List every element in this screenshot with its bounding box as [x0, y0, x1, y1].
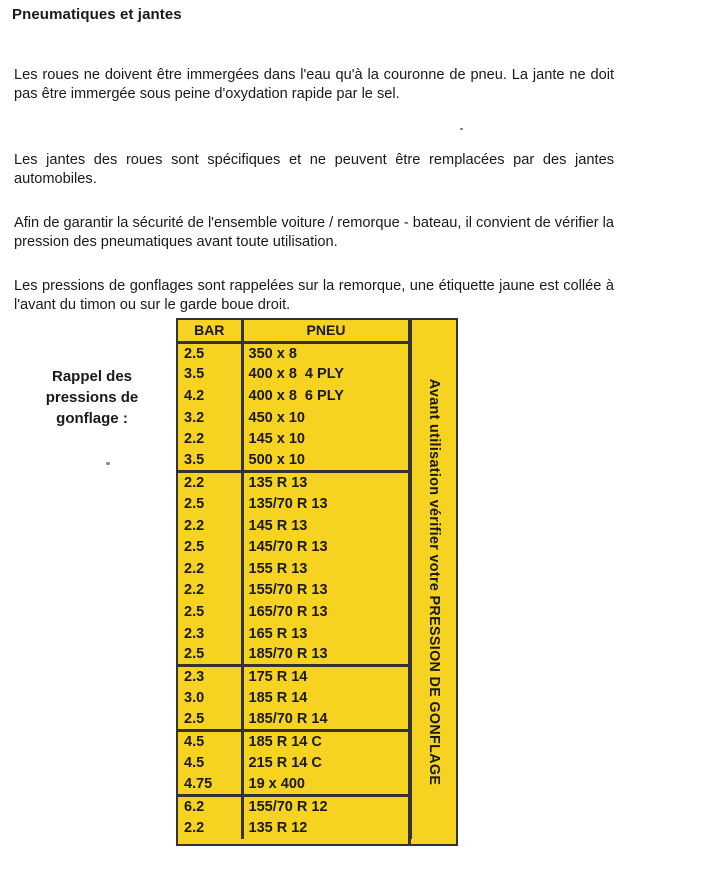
pneu-cell: 145 x 10 [242, 428, 410, 450]
pneu-cell: 215 R 14 C [242, 752, 410, 774]
bar-cell: 2.5 [178, 601, 242, 623]
pneu-cell: 175 R 14 [242, 666, 410, 688]
bar-cell: 4.2 [178, 385, 242, 407]
table-row [178, 731, 410, 753]
bar-cell: 2.5 [178, 644, 242, 666]
table-row [178, 342, 410, 364]
pneu-cell: 135 R 13 [242, 472, 410, 494]
bar-cell: 4.5 [178, 731, 242, 753]
bar-cell: 2.2 [178, 580, 242, 602]
page-title: Pneumatiques et jantes [12, 6, 182, 23]
bar-cell: 3.2 [178, 407, 242, 429]
pneu-cell: 155/70 R 12 [242, 795, 410, 817]
paragraph-label-location: Les pressions de gonflages sont rappelées sur la remorque, une étiquette jaune est collée à l'avant du timon ou sur le garde boue droit. [14, 277, 614, 313]
bar-cell: 2.5 [178, 493, 242, 515]
side-note-column [408, 320, 456, 844]
table-row [178, 450, 410, 472]
pneu-cell: 19 x 400 [242, 774, 410, 796]
table-row [178, 644, 410, 666]
table-row [178, 558, 410, 580]
bar-cell: 2.2 [178, 428, 242, 450]
pneu-cell: 450 x 10 [242, 407, 410, 429]
pneu-cell: 400 x 8 4 PLY [242, 364, 410, 386]
pneu-cell: 350 x 8 [242, 342, 410, 364]
table-row [178, 385, 410, 407]
pneu-cell: 155 R 13 [242, 558, 410, 580]
column-header-pneu: PNEU [242, 320, 410, 342]
pressure-reminder-line: Rappel des [51, 368, 133, 385]
table-row [178, 666, 410, 688]
bar-cell: 2.2 [178, 817, 242, 839]
pneu-cell: 185/70 R 13 [242, 644, 410, 666]
table-header-row [178, 320, 410, 342]
bar-cell: 4.75 [178, 774, 242, 796]
bar-cell: 3.0 [178, 688, 242, 710]
pneu-cell: 135 R 12 [242, 817, 410, 839]
bar-cell: 2.5 [178, 536, 242, 558]
table-row [178, 774, 410, 796]
pneu-cell: 145 R 13 [242, 515, 410, 537]
pneu-cell: 185 R 14 [242, 688, 410, 710]
pneu-cell: 145/70 R 13 [242, 536, 410, 558]
check-pressure-note: Avant utilisation vérifier votre PRESSION DE GONFLAGE [425, 378, 442, 786]
pneu-cell: 165/70 R 13 [242, 601, 410, 623]
table-row [178, 623, 410, 645]
pneu-cell: 135/70 R 13 [242, 493, 410, 515]
table-row [178, 472, 410, 494]
table-row [178, 601, 410, 623]
table-row [178, 493, 410, 515]
bar-cell: 6.2 [178, 795, 242, 817]
pneu-cell: 155/70 R 13 [242, 580, 410, 602]
bar-cell: 2.3 [178, 623, 242, 645]
bar-cell: 2.2 [178, 558, 242, 580]
table-row [178, 795, 410, 817]
scan-speck [460, 128, 463, 130]
table-row [178, 428, 410, 450]
pressure-reminder-line: pressions de [45, 389, 139, 406]
table-row [178, 709, 410, 731]
bar-cell: 2.2 [178, 515, 242, 537]
table-row [178, 515, 410, 537]
table-row [178, 580, 410, 602]
paragraph-safety: Afin de garantir la sécurité de l'ensemble voiture / remorque - bateau, il convient de vérifier la pression des pneumatiques avant toute utilisation. [14, 214, 614, 250]
bar-cell: 2.3 [178, 666, 242, 688]
bar-cell: 2.5 [178, 342, 242, 364]
pressure-reminder-label [28, 366, 156, 429]
pneu-cell: 185 R 14 C [242, 731, 410, 753]
tire-pressure-grid [178, 320, 412, 839]
table-body [178, 342, 410, 839]
column-header-bar: BAR [178, 320, 242, 342]
scan-speck [106, 462, 110, 465]
pneu-cell: 500 x 10 [242, 450, 410, 472]
table-row [178, 364, 410, 386]
pneu-cell: 165 R 13 [242, 623, 410, 645]
table-row [178, 752, 410, 774]
bar-cell: 3.5 [178, 450, 242, 472]
bar-cell: 3.5 [178, 364, 242, 386]
tire-pressure-table [176, 318, 458, 846]
table-row [178, 688, 410, 710]
paragraph-rims: Les jantes des roues sont spécifiques et ne peuvent être remplacées par des jantes automobiles. [14, 151, 614, 187]
bar-cell: 4.5 [178, 752, 242, 774]
table-row [178, 407, 410, 429]
table-row [178, 536, 410, 558]
pneu-cell: 185/70 R 14 [242, 709, 410, 731]
paragraph-immersion: Les roues ne doivent être immergées dans l'eau qu'à la couronne de pneu. La jante ne doit pas être immergée sous peine d'oxydation rapide par le sel. [14, 66, 614, 102]
pressure-reminder-line: gonflage : [56, 410, 128, 427]
pneu-cell: 400 x 8 6 PLY [242, 385, 410, 407]
bar-cell: 2.5 [178, 709, 242, 731]
table-row [178, 817, 410, 839]
bar-cell: 2.2 [178, 472, 242, 494]
